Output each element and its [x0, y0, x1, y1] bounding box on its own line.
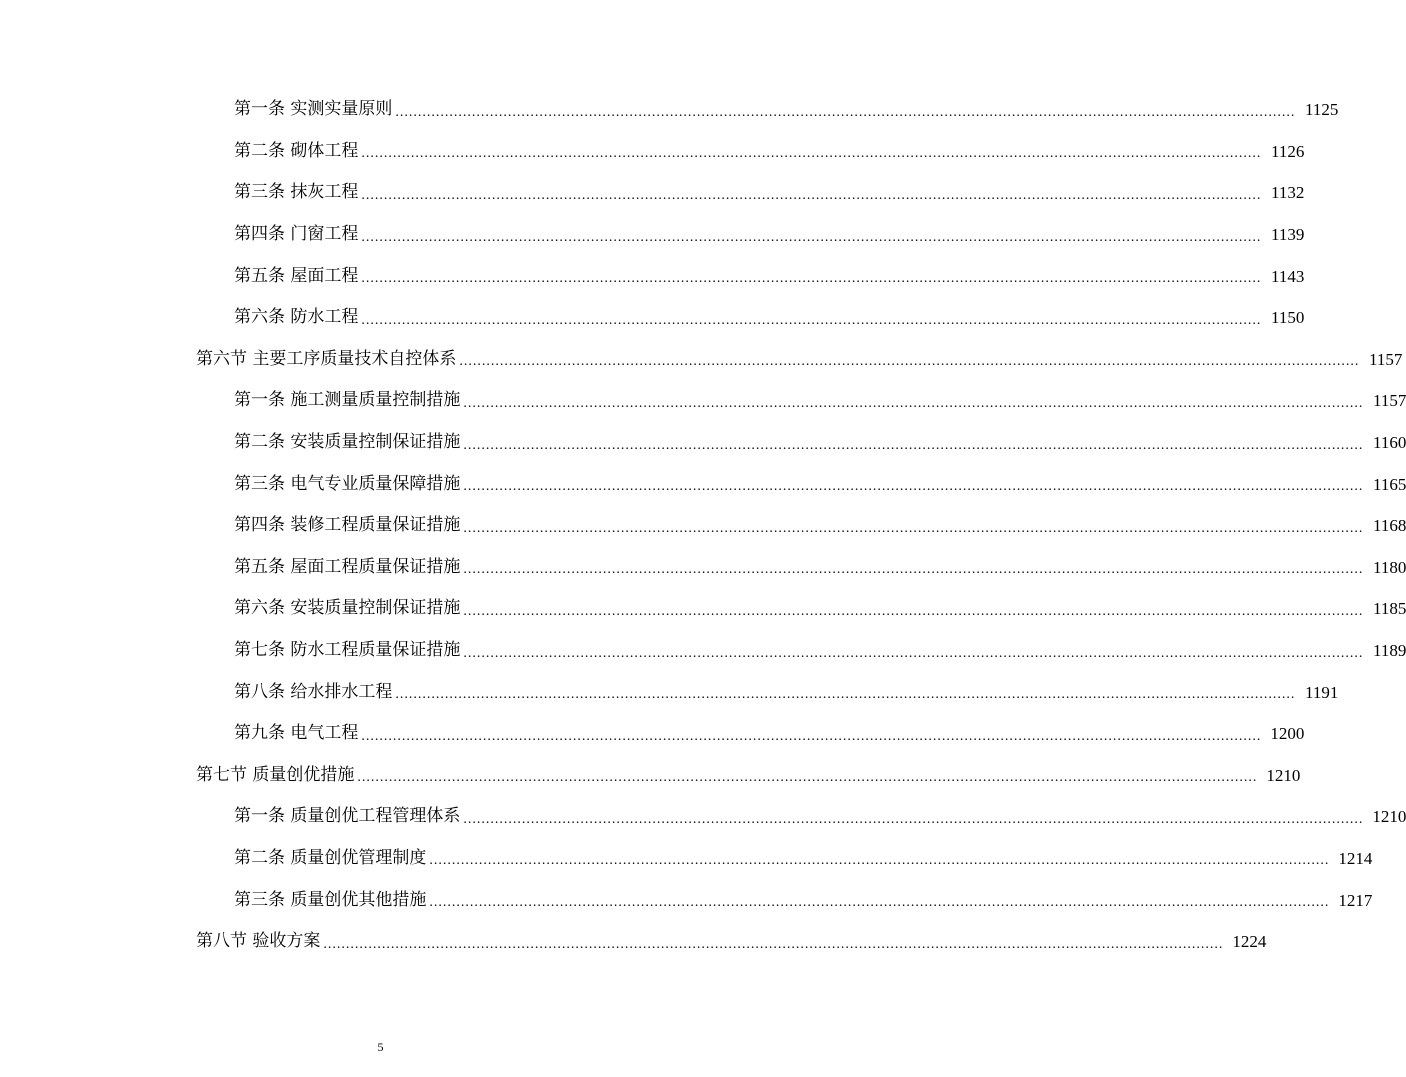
toc-section-entry[interactable] — [0, 339, 1403, 381]
toc-entry-label: 第九条 电气工程 — [234, 723, 359, 744]
toc-dot-leader: ........................................................................................................................................................................................................ — [463, 811, 1364, 827]
toc-entry-page-number: 1224 — [1232, 932, 1267, 952]
toc-entry-page-number: 1217 — [1338, 890, 1373, 910]
toc-entry-page-number: 1165 — [1373, 474, 1406, 494]
toc-article-entry[interactable] — [0, 463, 1406, 505]
toc-dot-leader: ........................................................................................................................................................................................................ — [323, 936, 1224, 952]
toc-article-entry[interactable] — [0, 422, 1406, 464]
toc-entry-label: 第四条 门窗工程 — [234, 224, 359, 245]
toc-dot-leader: ........................................................................................................................................................................................................ — [463, 645, 1364, 661]
toc-article-entry[interactable] — [0, 131, 1305, 173]
toc-article-entry[interactable] — [0, 796, 1406, 838]
toc-entry-page-number: 1143 — [1271, 266, 1305, 286]
toc-dot-leader: ........................................................................................................................................................................................................ — [429, 895, 1330, 911]
table-of-contents — [0, 89, 1406, 962]
toc-article-entry[interactable] — [0, 630, 1406, 672]
toc-dot-leader: ........................................................................................................................................................................................................ — [459, 354, 1360, 370]
toc-entry-label: 第五条 屋面工程 — [234, 265, 359, 286]
toc-entry-label: 第七节 质量创优措施 — [196, 764, 355, 785]
toc-entry-page-number: 1210 — [1372, 807, 1406, 827]
toc-entry-page-number: 1185 — [1373, 599, 1406, 619]
toc-dot-leader: ........................................................................................................................................................................................................ — [361, 271, 1262, 287]
toc-dot-leader: ........................................................................................................................................................................................................ — [463, 603, 1364, 619]
toc-entry-label: 第二条 安装质量控制保证措施 — [234, 432, 461, 453]
toc-entry-label: 第一条 实测实量原则 — [234, 99, 393, 120]
toc-entry-page-number: 1157 — [1369, 349, 1403, 369]
toc-dot-leader: ........................................................................................................................................................................................................ — [361, 229, 1262, 245]
toc-entry-page-number: 1160 — [1373, 433, 1406, 453]
toc-entry-page-number: 1126 — [1271, 141, 1305, 161]
toc-dot-leader: ........................................................................................................................................................................................................ — [361, 728, 1262, 744]
toc-section-entry[interactable] — [0, 921, 1267, 963]
toc-dot-leader: ........................................................................................................................................................................................................ — [361, 146, 1262, 162]
toc-entry-label: 第三条 质量创优其他措施 — [234, 889, 427, 910]
toc-entry-page-number: 1200 — [1270, 724, 1305, 744]
toc-entry-label: 第三条 抹灰工程 — [234, 182, 359, 203]
toc-entry-page-number: 1157 — [1373, 391, 1406, 411]
toc-dot-leader: ........................................................................................................................................................................................................ — [463, 479, 1364, 495]
toc-dot-leader: ........................................................................................................................................................................................................ — [463, 437, 1364, 453]
toc-dot-leader: ........................................................................................................................................................................................................ — [463, 520, 1364, 536]
toc-entry-label: 第六节 主要工序质量技术自控体系 — [196, 348, 457, 369]
toc-entry-page-number: 1139 — [1271, 225, 1305, 245]
toc-entry-label: 第八条 给水排水工程 — [234, 681, 393, 702]
toc-dot-leader: ........................................................................................................................................................................................................ — [463, 562, 1364, 578]
toc-entry-page-number: 1132 — [1271, 183, 1305, 203]
toc-article-entry[interactable] — [0, 297, 1305, 339]
toc-entry-page-number: 1168 — [1373, 516, 1406, 536]
toc-article-entry[interactable] — [0, 838, 1373, 880]
toc-entry-page-number: 1150 — [1271, 308, 1305, 328]
toc-dot-leader: ........................................................................................................................................................................................................ — [361, 312, 1262, 328]
toc-dot-leader: ........................................................................................................................................................................................................ — [429, 853, 1330, 869]
toc-article-entry[interactable] — [0, 671, 1339, 713]
toc-article-entry[interactable] — [0, 879, 1373, 921]
toc-entry-label: 第三条 电气专业质量保障措施 — [234, 473, 461, 494]
toc-article-entry[interactable] — [0, 255, 1305, 297]
toc-entry-page-number: 1191 — [1305, 682, 1339, 702]
page-number: 5 — [377, 1040, 384, 1054]
toc-dot-leader: ........................................................................................................................................................................................................ — [357, 770, 1258, 786]
toc-dot-leader: ........................................................................................................................................................................................................ — [395, 687, 1296, 703]
toc-article-entry[interactable] — [0, 547, 1406, 589]
toc-article-entry[interactable] — [0, 713, 1305, 755]
toc-dot-leader: ........................................................................................................................................................................................................ — [463, 395, 1364, 411]
toc-entry-page-number: 1189 — [1373, 641, 1406, 661]
toc-entry-label: 第六条 安装质量控制保证措施 — [234, 598, 461, 619]
toc-section-entry[interactable] — [0, 755, 1301, 797]
toc-entry-label: 第八节 验收方案 — [196, 931, 321, 952]
toc-entry-page-number: 1180 — [1373, 557, 1406, 577]
toc-dot-leader: ........................................................................................................................................................................................................ — [361, 187, 1262, 203]
toc-article-entry[interactable] — [0, 380, 1406, 422]
toc-entry-page-number: 1125 — [1305, 100, 1339, 120]
toc-article-entry[interactable] — [0, 172, 1305, 214]
toc-entry-label: 第一条 施工测量质量控制措施 — [234, 390, 461, 411]
toc-entry-label: 第七条 防水工程质量保证措施 — [234, 640, 461, 661]
toc-entry-page-number: 1210 — [1266, 765, 1301, 785]
toc-entry-page-number: 1214 — [1338, 848, 1373, 868]
toc-article-entry[interactable] — [0, 89, 1339, 131]
toc-entry-label: 第二条 质量创优管理制度 — [234, 847, 427, 868]
toc-entry-label: 第二条 砌体工程 — [234, 140, 359, 161]
toc-article-entry[interactable] — [0, 214, 1305, 256]
toc-entry-label: 第一条 质量创优工程管理体系 — [234, 806, 461, 827]
toc-article-entry[interactable] — [0, 505, 1406, 547]
toc-entry-label: 第五条 屋面工程质量保证措施 — [234, 556, 461, 577]
toc-entry-label: 第六条 防水工程 — [234, 307, 359, 328]
toc-entry-label: 第四条 装修工程质量保证措施 — [234, 515, 461, 536]
toc-dot-leader: ........................................................................................................................................................................................................ — [395, 104, 1296, 120]
toc-article-entry[interactable] — [0, 588, 1406, 630]
